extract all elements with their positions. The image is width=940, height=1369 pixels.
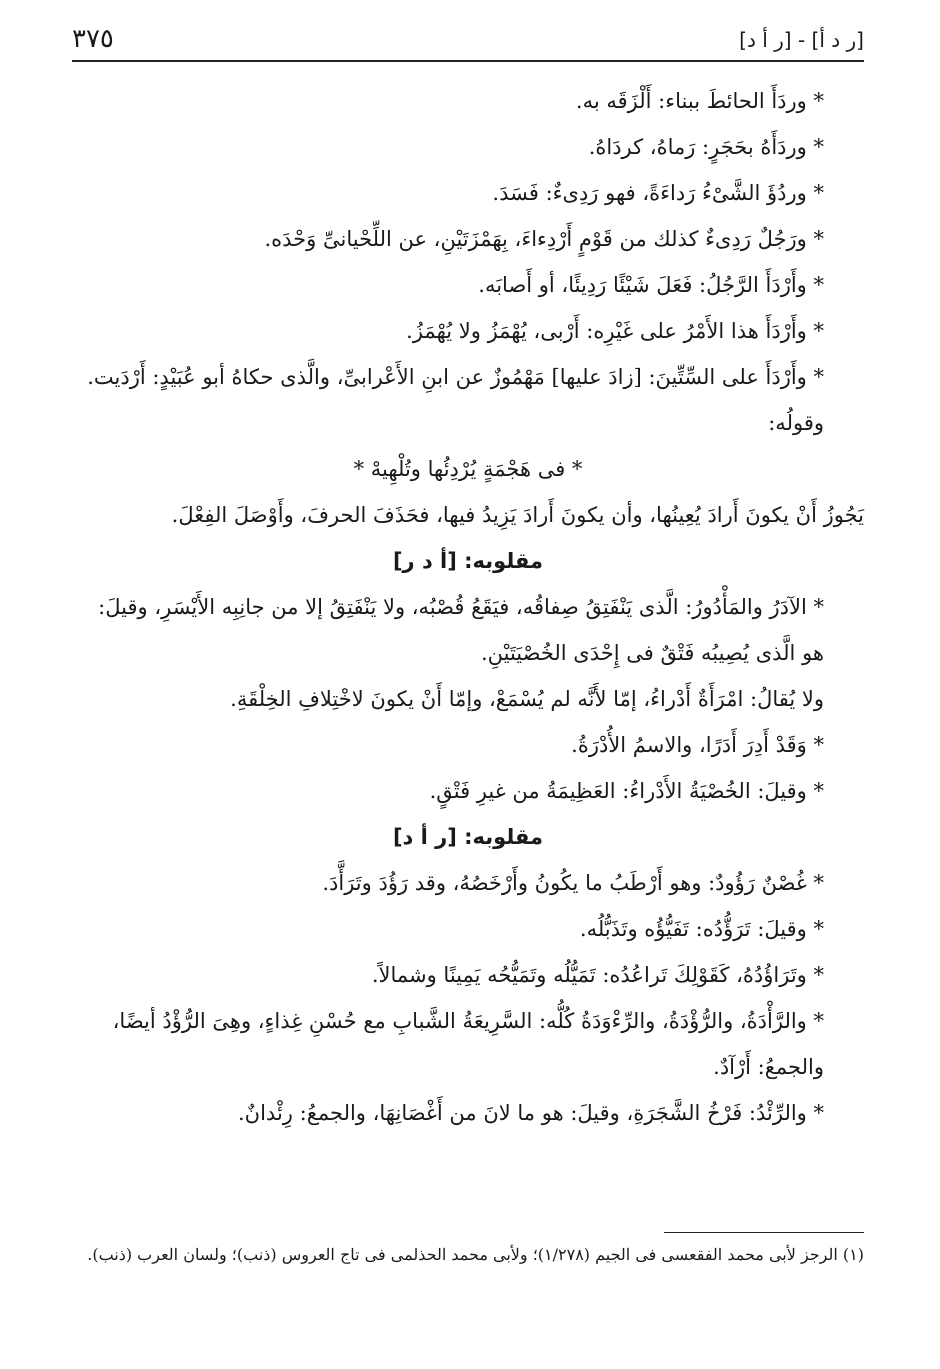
entry-paragraph: * ورَجُلٌ رَدِىءٌ كذلك من قَوْمٍ أَرْدِءاءَ، بِهَمْزَتَيْنِ، عن اللِّحْيانىِّ وَحْدَه. [264,227,824,251]
entry-paragraph: * وأَرْدَأَ الرَّجُلُ: فَعَلَ شَيْئًا رَدِيئًا، أو أَصابَه. [478,273,824,297]
section-heading: مقلوبه: [أ د ر] [392,549,544,573]
entry-paragraph: ولا يُقالُ: امْرَأَةٌ أَدْراءُ، إمّا لأَنَّه لم يُسْمَعْ، وإمّا أَنْ يكونَ لاخْتِلافِ الخِلْقَةِ. [230,687,824,711]
header-rule [72,60,864,62]
page-number: ٣٧٥ [72,24,114,54]
entry-paragraph: * والرِّئْدُ: فَرْخُ الشَّجَرَةِ، وقيلَ: هو ما لانَ من أَغْصَانِهَا، والجمعُ: رِئْدانٌ. [238,1101,824,1125]
entry-paragraph: * والرَّأْدَةُ، والرُّؤْدَةُ، والرِّءْوَدَةُ كُلُّه: السَّرِيعَةُ الشَّبابِ مع حُسْنِ غِذاءٍ، وهِىَ الرُّؤْدُ أيضًا، والجمعُ: أَرْآدٌ. [112,1009,824,1079]
entry-paragraph: * وقيلَ: الخُصْيَةُ الأَدْراءُ: العَظِيمَةُ من غيرِ فَتْقٍ. [429,779,824,803]
entry-paragraph: * وتَرَاؤُدُهُ، كَقَوْلِكَ تَراعُدُه: تَمَيُّلُه وتَمَيُّحُه يَمِينًا وشمالاً. [371,963,824,987]
entry-paragraph: وقولُه: [768,411,824,435]
entry-paragraph: * وأَرْدَأَ على السِّتِّينَ: [زادَ عليها] مَهْمُوزٌ عن ابنِ الأَعْرابىِّ، والَّذى حكاهُ أبو عُبَيْدٍ: أَرْدَيت. [87,365,824,389]
entry-paragraph: * وقيلَ: تَرَؤُّدُه: تَفَيُّؤُه وتَذَبُّلُه. [579,917,824,941]
footnote-rule [664,1232,864,1233]
footnote: (١) الرجز لأبى محمد الفقعسى فى الجيم (١/٢٧٨)؛ ولأبى محمد الحذلمى فى تاج العروس (ذنب)؛ ولسان العرب (ذنب). [87,1245,864,1264]
entry-paragraph: * وردَأَهُ بحَجَرٍ: رَماهُ، كردَاهُ. [588,135,824,159]
section-heading: مقلوبه: [ر أ د] [392,825,544,849]
entry-paragraph: * وردُؤَ الشَّىْءُ رَداءَةً، فهو رَدِىءٌ: فَسَدَ. [492,181,824,205]
entry-paragraph: يَجُوزُ أَنْ يكونَ أَرادَ يُعِينُها، وأن يكونَ أَرادَ يَزِيدُ فيها، فحَذَفَ الحرفَ، وأَوْصَلَ الفِعْلَ. [171,503,864,527]
page-header [72,22,864,62]
entry-paragraph: * وَقَدْ أَدِرَ أَدَرًا، والاسمُ الأُدْرَةُ. [571,733,824,757]
entry-paragraph: * وردَأَ الحائطَ ببناء: أَلْزَقَه به. [575,89,824,113]
verse-line: * فى هَجْمَةٍ يُرْدِئُها وتُلْهِيهْ * [353,457,583,481]
entry-paragraph: * وأَرْدَأَ هذا الأَمْرُ على غَيْرِه: أَرْبى، يُهْمَزُ ولا يُهْمَزُ. [406,319,824,343]
running-header-title: [ر د أ] - [ر أ د] [739,28,864,52]
main-text [72,78,864,1136]
entry-paragraph: * غُصْنٌ رَؤُودٌ: وهو أَرْطَبُ ما يكُونُ وأَرْخَصُهُ، وقد رَؤُدَ وتَرَأَّدَ. [322,871,824,895]
entry-paragraph: * الآدَرُ والمَأْدُورُ: الَّذى يَنْفَتِقُ صِفاقُه، فيَقَعُ قُصْبُه، ولا يَنْفَتِقُ إلا من جانِبِه الأَيْسَرِ، وقيلَ: هو الَّذى يُصِيبُه فَتْقٌ فى إِحْدَى الخُصْيَتَيْنِ. [98,595,824,665]
